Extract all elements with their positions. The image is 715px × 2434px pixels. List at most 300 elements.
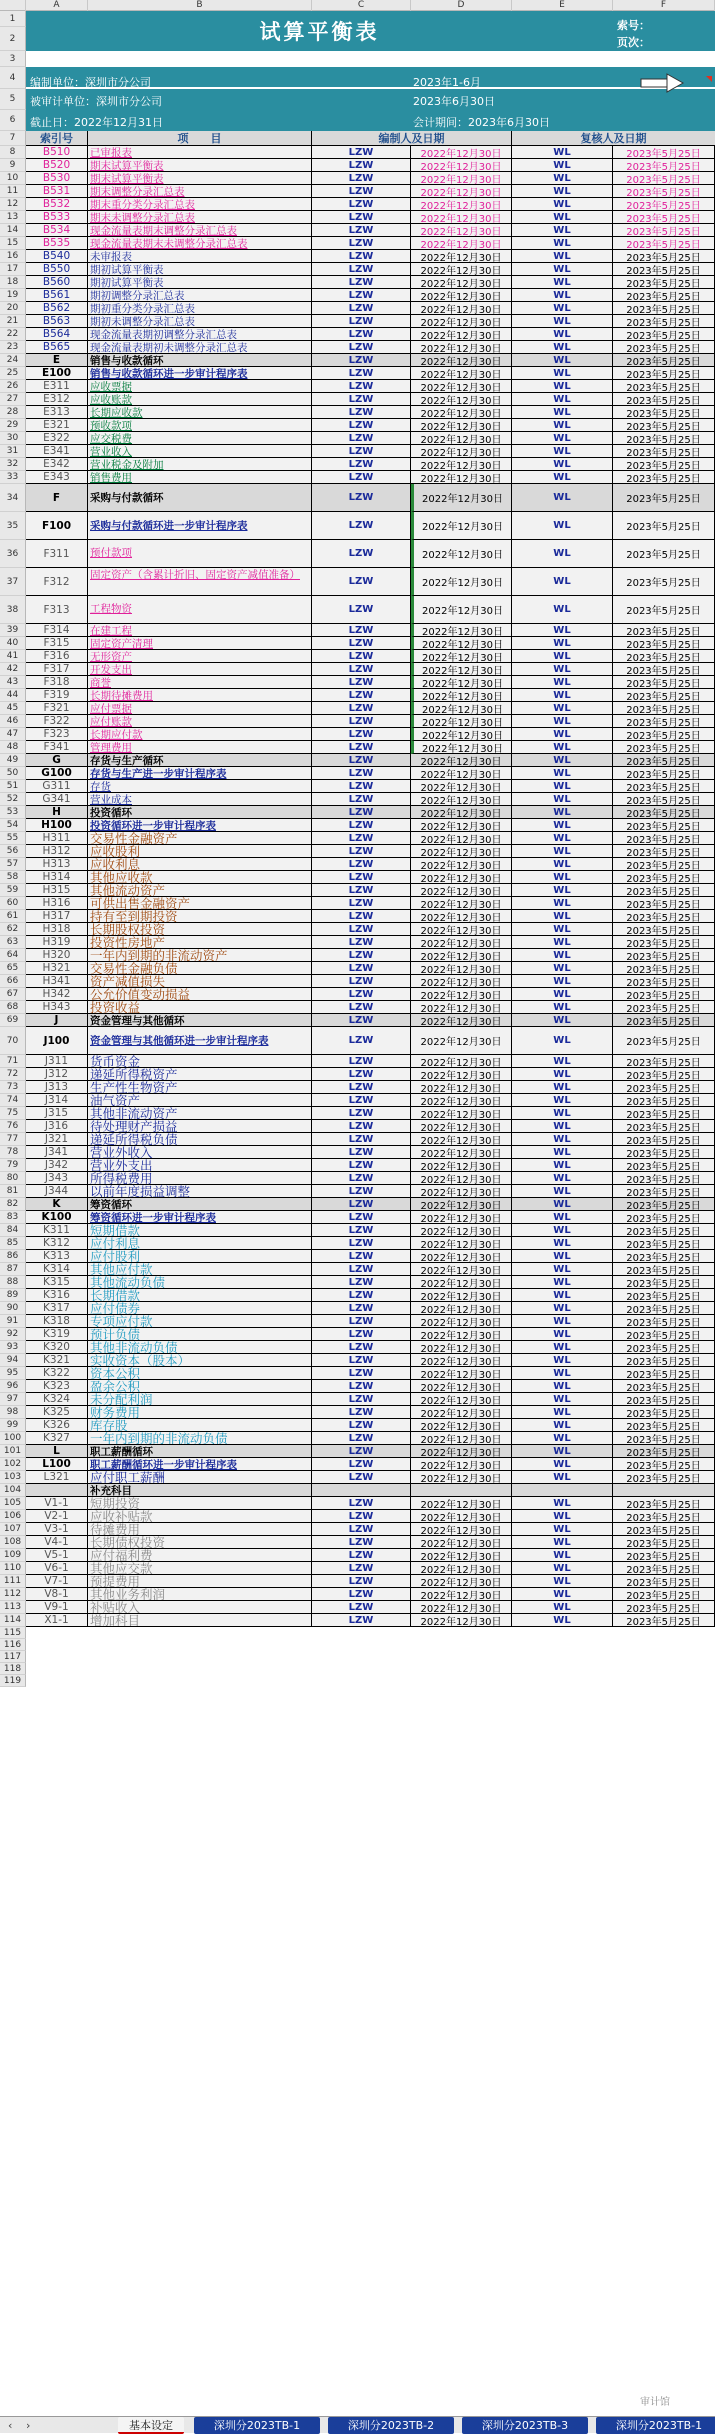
preparer-cell[interactable] [312, 1224, 411, 1237]
index-cell[interactable] [26, 1250, 88, 1263]
index-cell[interactable] [26, 637, 88, 650]
prepared-date-cell[interactable] [411, 715, 512, 728]
preparer-cell[interactable] [312, 1510, 411, 1523]
reviewer-cell[interactable] [512, 458, 613, 471]
index-cell[interactable] [26, 354, 88, 367]
prepared-date-cell[interactable] [411, 393, 512, 406]
reviewer-cell[interactable] [512, 676, 613, 689]
index-cell[interactable] [26, 276, 88, 289]
prepared-date-cell[interactable] [411, 250, 512, 263]
reviewed-date-cell[interactable] [613, 1523, 715, 1536]
preparer-cell[interactable] [312, 1523, 411, 1536]
item-cell[interactable] [88, 302, 312, 315]
row-header[interactable]: 73 [0, 1081, 26, 1094]
preparer-cell[interactable] [312, 702, 411, 715]
reviewed-date-cell[interactable] [613, 988, 715, 1001]
item-cell[interactable] [88, 432, 312, 445]
preparer-cell[interactable] [312, 988, 411, 1001]
index-cell[interactable] [26, 211, 88, 224]
prepared-date-cell[interactable] [411, 1289, 512, 1302]
prepared-date-cell[interactable] [411, 1354, 512, 1367]
preparer-cell[interactable] [312, 1406, 411, 1419]
index-cell[interactable] [26, 702, 88, 715]
item-cell[interactable] [88, 1172, 312, 1185]
index-cell[interactable] [26, 1549, 88, 1562]
row-header[interactable]: 92 [0, 1328, 26, 1341]
row-header[interactable]: 104 [0, 1484, 26, 1497]
row-header[interactable]: 80 [0, 1172, 26, 1185]
item-cell[interactable] [88, 1250, 312, 1263]
row-header[interactable]: 26 [0, 380, 26, 393]
index-cell[interactable] [26, 458, 88, 471]
preparer-cell[interactable] [312, 819, 411, 832]
item-cell[interactable] [88, 1354, 312, 1367]
reviewer-cell[interactable] [512, 780, 613, 793]
preparer-cell[interactable] [312, 1432, 411, 1445]
reviewed-date-cell[interactable] [613, 1107, 715, 1120]
row-header[interactable]: 6 [0, 110, 26, 131]
reviewer-cell[interactable] [512, 1302, 613, 1315]
reviewer-cell[interactable] [512, 1471, 613, 1484]
preparer-cell[interactable] [312, 936, 411, 949]
row-header[interactable]: 14 [0, 224, 26, 237]
index-cell[interactable] [26, 1302, 88, 1315]
index-cell[interactable] [26, 767, 88, 780]
index-cell[interactable] [26, 1014, 88, 1027]
row-header[interactable]: 23 [0, 341, 26, 354]
reviewed-date-cell[interactable] [613, 728, 715, 741]
reviewed-date-cell[interactable] [613, 1014, 715, 1027]
prepared-date-cell[interactable] [411, 1250, 512, 1263]
reviewer-cell[interactable] [512, 1341, 613, 1354]
row-header[interactable]: 69 [0, 1014, 26, 1027]
prepared-date-cell[interactable] [411, 845, 512, 858]
reviewed-date-cell[interactable] [613, 1081, 715, 1094]
reviewer-cell[interactable] [512, 1393, 613, 1406]
reviewer-cell[interactable] [512, 1068, 613, 1081]
row-header[interactable]: 99 [0, 1419, 26, 1432]
prepared-date-cell[interactable] [411, 1120, 512, 1133]
reviewer-cell[interactable] [512, 211, 613, 224]
index-cell[interactable] [26, 1614, 88, 1627]
reviewer-cell[interactable] [512, 1237, 613, 1250]
row-header[interactable]: 24 [0, 354, 26, 367]
reviewed-date-cell[interactable] [613, 458, 715, 471]
reviewed-date-cell[interactable] [613, 624, 715, 637]
item-cell[interactable] [88, 172, 312, 185]
item-cell[interactable] [88, 884, 312, 897]
preparer-cell[interactable] [312, 923, 411, 936]
item-cell[interactable] [88, 728, 312, 741]
item-cell[interactable] [88, 1393, 312, 1406]
reviewer-cell[interactable] [512, 1536, 613, 1549]
reviewed-date-cell[interactable] [613, 1198, 715, 1211]
reviewer-cell[interactable] [512, 471, 613, 484]
reviewed-date-cell[interactable] [613, 224, 715, 237]
reviewed-date-cell[interactable] [613, 568, 715, 596]
index-cell[interactable] [26, 445, 88, 458]
prepared-date-cell[interactable] [411, 728, 512, 741]
prepared-date-cell[interactable] [411, 806, 512, 819]
reviewed-date-cell[interactable] [613, 650, 715, 663]
reviewer-cell[interactable] [512, 445, 613, 458]
index-cell[interactable] [26, 741, 88, 754]
index-cell[interactable] [26, 1471, 88, 1484]
prepared-date-cell[interactable] [411, 780, 512, 793]
index-cell[interactable] [26, 1562, 88, 1575]
prepared-date-cell[interactable] [411, 224, 512, 237]
preparer-cell[interactable] [312, 596, 411, 624]
item-cell[interactable] [88, 540, 312, 568]
reviewer-cell[interactable] [512, 1289, 613, 1302]
index-cell[interactable] [26, 380, 88, 393]
reviewer-cell[interactable] [512, 1211, 613, 1224]
reviewed-date-cell[interactable] [613, 302, 715, 315]
row-header[interactable]: 66 [0, 975, 26, 988]
reviewed-date-cell[interactable] [613, 198, 715, 211]
preparer-cell[interactable] [312, 975, 411, 988]
prepared-date-cell[interactable] [411, 1263, 512, 1276]
reviewer-cell[interactable] [512, 1224, 613, 1237]
item-cell[interactable] [88, 1445, 312, 1458]
row-header[interactable]: 64 [0, 949, 26, 962]
reviewed-date-cell[interactable] [613, 663, 715, 676]
index-cell[interactable] [26, 146, 88, 159]
prepared-date-cell[interactable] [411, 676, 512, 689]
row-header[interactable]: 39 [0, 624, 26, 637]
preparer-cell[interactable] [312, 1001, 411, 1014]
index-cell[interactable] [26, 198, 88, 211]
item-cell[interactable] [88, 1601, 312, 1614]
prepared-date-cell[interactable] [411, 445, 512, 458]
item-cell[interactable] [88, 159, 312, 172]
preparer-cell[interactable] [312, 884, 411, 897]
reviewer-cell[interactable] [512, 1027, 613, 1055]
reviewer-cell[interactable] [512, 1014, 613, 1027]
preparer-cell[interactable] [312, 637, 411, 650]
prepared-date-cell[interactable] [411, 689, 512, 702]
prepared-date-cell[interactable] [411, 185, 512, 198]
reviewed-date-cell[interactable] [613, 1341, 715, 1354]
row-header[interactable]: 86 [0, 1250, 26, 1263]
row-header[interactable]: 56 [0, 845, 26, 858]
preparer-cell[interactable] [312, 1380, 411, 1393]
preparer-cell[interactable] [312, 146, 411, 159]
reviewed-date-cell[interactable] [613, 1211, 715, 1224]
arrow-right-icon[interactable] [640, 72, 684, 94]
index-cell[interactable] [26, 328, 88, 341]
index-cell[interactable] [26, 302, 88, 315]
item-cell[interactable] [88, 1406, 312, 1419]
prepared-date-cell[interactable] [411, 1146, 512, 1159]
reviewed-date-cell[interactable] [613, 1263, 715, 1276]
item-cell[interactable] [88, 988, 312, 1001]
index-cell[interactable] [26, 250, 88, 263]
row-header[interactable]: 3 [0, 51, 26, 67]
reviewer-cell[interactable] [512, 1380, 613, 1393]
index-cell[interactable] [26, 910, 88, 923]
preparer-cell[interactable] [312, 380, 411, 393]
index-cell[interactable] [26, 1276, 88, 1289]
reviewer-cell[interactable] [512, 1185, 613, 1198]
reviewed-date-cell[interactable] [613, 393, 715, 406]
row-header[interactable]: 55 [0, 832, 26, 845]
reviewer-cell[interactable] [512, 637, 613, 650]
index-cell[interactable] [26, 871, 88, 884]
item-cell[interactable] [88, 341, 312, 354]
index-cell[interactable] [26, 1055, 88, 1068]
index-cell[interactable] [26, 1081, 88, 1094]
preparer-cell[interactable] [312, 1328, 411, 1341]
row-header[interactable]: 106 [0, 1510, 26, 1523]
row-header[interactable]: 90 [0, 1302, 26, 1315]
item-cell[interactable] [88, 1001, 312, 1014]
index-cell[interactable] [26, 596, 88, 624]
reviewed-date-cell[interactable] [613, 1419, 715, 1432]
item-cell[interactable] [88, 1315, 312, 1328]
prepared-date-cell[interactable] [411, 1341, 512, 1354]
reviewer-cell[interactable] [512, 419, 613, 432]
prepared-date-cell[interactable] [411, 1458, 512, 1471]
index-cell[interactable] [26, 1107, 88, 1120]
row-header[interactable]: 71 [0, 1055, 26, 1068]
item-cell[interactable] [88, 1211, 312, 1224]
reviewer-cell[interactable] [512, 1172, 613, 1185]
reviewer-cell[interactable] [512, 250, 613, 263]
row-header[interactable]: 101 [0, 1445, 26, 1458]
reviewer-cell[interactable] [512, 1445, 613, 1458]
prepared-date-cell[interactable] [411, 988, 512, 1001]
index-cell[interactable] [26, 1328, 88, 1341]
reviewer-cell[interactable] [512, 224, 613, 237]
index-cell[interactable] [26, 1027, 88, 1055]
reviewed-date-cell[interactable] [613, 354, 715, 367]
item-cell[interactable] [88, 1159, 312, 1172]
reviewer-cell[interactable] [512, 1419, 613, 1432]
preparer-cell[interactable] [312, 1120, 411, 1133]
prepared-date-cell[interactable] [411, 1523, 512, 1536]
index-cell[interactable] [26, 1159, 88, 1172]
item-cell[interactable] [88, 354, 312, 367]
prepared-date-cell[interactable] [411, 793, 512, 806]
prepared-date-cell[interactable] [411, 910, 512, 923]
prepared-date-cell[interactable] [411, 354, 512, 367]
row-header[interactable]: 117 [0, 1651, 26, 1663]
preparer-cell[interactable] [312, 172, 411, 185]
prepared-date-cell[interactable] [411, 1027, 512, 1055]
row-header[interactable]: 22 [0, 328, 26, 341]
prepared-date-cell[interactable] [411, 1107, 512, 1120]
item-cell[interactable] [88, 1575, 312, 1588]
reviewed-date-cell[interactable] [613, 975, 715, 988]
item-cell[interactable] [88, 1081, 312, 1094]
row-header[interactable]: 119 [0, 1675, 26, 1687]
prepared-date-cell[interactable] [411, 663, 512, 676]
reviewed-date-cell[interactable] [613, 445, 715, 458]
prepared-date-cell[interactable] [411, 1471, 512, 1484]
reviewer-cell[interactable] [512, 406, 613, 419]
reviewer-cell[interactable] [512, 1328, 613, 1341]
index-cell[interactable] [26, 289, 88, 302]
reviewer-cell[interactable] [512, 1614, 613, 1627]
preparer-cell[interactable] [312, 858, 411, 871]
index-cell[interactable] [26, 1458, 88, 1471]
prepared-date-cell[interactable] [411, 568, 512, 596]
item-cell[interactable] [88, 1536, 312, 1549]
prepared-date-cell[interactable] [411, 1068, 512, 1081]
item-cell[interactable] [88, 419, 312, 432]
row-header[interactable]: 18 [0, 276, 26, 289]
row-header[interactable]: 43 [0, 676, 26, 689]
row-header[interactable]: 34 [0, 484, 26, 512]
row-header[interactable]: 37 [0, 568, 26, 596]
row-header[interactable]: 19 [0, 289, 26, 302]
preparer-cell[interactable] [312, 1302, 411, 1315]
item-cell[interactable] [88, 328, 312, 341]
index-cell[interactable] [26, 1536, 88, 1549]
item-cell[interactable] [88, 237, 312, 250]
reviewer-cell[interactable] [512, 1094, 613, 1107]
reviewer-cell[interactable] [512, 897, 613, 910]
preparer-cell[interactable] [312, 1601, 411, 1614]
row-header[interactable]: 115 [0, 1627, 26, 1639]
item-cell[interactable] [88, 276, 312, 289]
index-cell[interactable] [26, 793, 88, 806]
preparer-cell[interactable] [312, 367, 411, 380]
preparer-cell[interactable] [312, 1367, 411, 1380]
preparer-cell[interactable] [312, 1068, 411, 1081]
prepared-date-cell[interactable] [411, 540, 512, 568]
index-cell[interactable] [26, 988, 88, 1001]
index-cell[interactable] [26, 1497, 88, 1510]
prepared-date-cell[interactable] [411, 276, 512, 289]
reviewer-cell[interactable] [512, 702, 613, 715]
preparer-cell[interactable] [312, 832, 411, 845]
reviewed-date-cell[interactable] [613, 432, 715, 445]
preparer-cell[interactable] [312, 1536, 411, 1549]
preparer-cell[interactable] [312, 1107, 411, 1120]
reviewer-cell[interactable] [512, 1406, 613, 1419]
reviewer-cell[interactable] [512, 715, 613, 728]
reviewed-date-cell[interactable] [613, 858, 715, 871]
prepared-date-cell[interactable] [411, 923, 512, 936]
row-header[interactable]: 31 [0, 445, 26, 458]
item-cell[interactable] [88, 211, 312, 224]
row-header[interactable]: 111 [0, 1575, 26, 1588]
index-cell[interactable] [26, 367, 88, 380]
reviewer-cell[interactable] [512, 1081, 613, 1094]
preparer-cell[interactable] [312, 650, 411, 663]
item-cell[interactable] [88, 315, 312, 328]
preparer-cell[interactable] [312, 1263, 411, 1276]
reviewed-date-cell[interactable] [613, 1027, 715, 1055]
prepared-date-cell[interactable] [411, 198, 512, 211]
reviewer-cell[interactable] [512, 923, 613, 936]
preparer-cell[interactable] [312, 1237, 411, 1250]
index-cell[interactable] [26, 419, 88, 432]
row-header[interactable]: 61 [0, 910, 26, 923]
reviewer-cell[interactable] [512, 484, 613, 512]
reviewed-date-cell[interactable] [613, 328, 715, 341]
preparer-cell[interactable] [312, 432, 411, 445]
reviewer-cell[interactable] [512, 949, 613, 962]
tab-tb-2[interactable]: 深圳分2023TB-2 [328, 2417, 454, 2434]
reviewer-cell[interactable] [512, 276, 613, 289]
reviewer-cell[interactable] [512, 1367, 613, 1380]
index-cell[interactable] [26, 1120, 88, 1133]
item-cell[interactable] [88, 393, 312, 406]
item-cell[interactable] [88, 1510, 312, 1523]
prepared-date-cell[interactable] [411, 1315, 512, 1328]
item-cell[interactable] [88, 224, 312, 237]
reviewer-cell[interactable] [512, 1523, 613, 1536]
preparer-cell[interactable] [312, 1341, 411, 1354]
index-cell[interactable] [26, 858, 88, 871]
prepared-date-cell[interactable] [411, 159, 512, 172]
prepared-date-cell[interactable] [411, 1276, 512, 1289]
reviewed-date-cell[interactable] [613, 1458, 715, 1471]
reviewed-date-cell[interactable] [613, 754, 715, 767]
row-header[interactable]: 51 [0, 780, 26, 793]
reviewed-date-cell[interactable] [613, 1146, 715, 1159]
preparer-cell[interactable] [312, 1419, 411, 1432]
reviewed-date-cell[interactable] [613, 1094, 715, 1107]
preparer-cell[interactable] [312, 237, 411, 250]
reviewer-cell[interactable] [512, 1510, 613, 1523]
prepared-date-cell[interactable] [411, 819, 512, 832]
reviewed-date-cell[interactable] [613, 1380, 715, 1393]
prepared-date-cell[interactable] [411, 1198, 512, 1211]
item-cell[interactable] [88, 1068, 312, 1081]
preparer-cell[interactable] [312, 1211, 411, 1224]
reviewed-date-cell[interactable] [613, 341, 715, 354]
index-cell[interactable] [26, 949, 88, 962]
prepared-date-cell[interactable] [411, 962, 512, 975]
index-cell[interactable] [26, 568, 88, 596]
reviewed-date-cell[interactable] [613, 1614, 715, 1627]
prepared-date-cell[interactable] [411, 596, 512, 624]
row-header[interactable]: 93 [0, 1341, 26, 1354]
preparer-cell[interactable] [312, 302, 411, 315]
preparer-cell[interactable] [312, 1055, 411, 1068]
item-cell[interactable] [88, 367, 312, 380]
index-cell[interactable] [26, 689, 88, 702]
preparer-cell[interactable] [312, 1549, 411, 1562]
item-cell[interactable] [88, 910, 312, 923]
reviewed-date-cell[interactable] [613, 471, 715, 484]
preparer-cell[interactable] [312, 1484, 411, 1497]
reviewed-date-cell[interactable] [613, 780, 715, 793]
prepared-date-cell[interactable] [411, 237, 512, 250]
index-cell[interactable] [26, 1315, 88, 1328]
column-header-e[interactable]: E [512, 0, 613, 11]
row-header[interactable]: 11 [0, 185, 26, 198]
reviewer-cell[interactable] [512, 146, 613, 159]
prepared-date-cell[interactable] [411, 1001, 512, 1014]
index-cell[interactable] [26, 540, 88, 568]
reviewer-cell[interactable] [512, 328, 613, 341]
row-header[interactable]: 67 [0, 988, 26, 1001]
row-header[interactable]: 7 [0, 131, 26, 146]
row-header[interactable]: 94 [0, 1354, 26, 1367]
row-header[interactable]: 108 [0, 1536, 26, 1549]
index-cell[interactable] [26, 471, 88, 484]
item-cell[interactable] [88, 949, 312, 962]
prepared-date-cell[interactable] [411, 1014, 512, 1027]
index-cell[interactable] [26, 1237, 88, 1250]
tab-tb-3[interactable]: 深圳分2023TB-3 [462, 2417, 588, 2434]
prepared-date-cell[interactable] [411, 858, 512, 871]
